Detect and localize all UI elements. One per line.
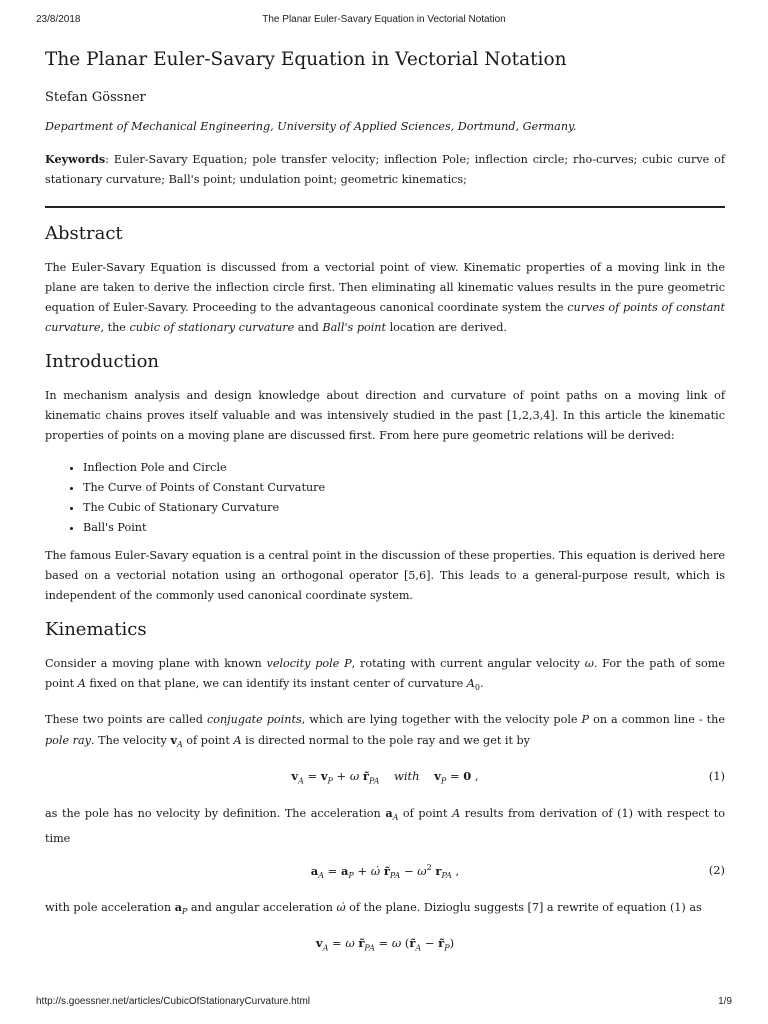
- introduction-heading: Introduction: [45, 351, 159, 372]
- equation-1-number: (1): [708, 769, 725, 784]
- equation-3: [45, 934, 725, 958]
- keywords-text: : Euler-Savary Equation; pole transfer velocity; inflection Pole; inflection circle; rho-curves; cubic curve of stationary curvature; Ball's point; undulation point; geometric kinematics;: [45, 153, 725, 186]
- kinematics-heading: Kinematics: [45, 619, 147, 640]
- source-url[interactable]: http://s.goessner.net/articles/CubicOfStationaryCurvature.html: [36, 996, 311, 1007]
- list-item: • The Curve of Points of Constant Curvature: [83, 478, 725, 498]
- page-number: 1/9: [718, 996, 732, 1007]
- list-item: • Ball's Point: [83, 518, 725, 538]
- kinematics-paragraph-1: Consider a moving plane with known velocity pole P, rotating with current angular velocity ω. For the path of some point A fixed on that plane, we can identify its instant center of curvature $A_0$.: [45, 657, 725, 693]
- kinematics-paragraph-2: These two points are called conjugate points, which are lying together with the velocity pole P on a common line - the pole ray. The velocity $v_A$ of point A is directed normal to the pole ray and we get it by: [45, 713, 725, 750]
- print-date: 23/8/2018: [36, 14, 81, 25]
- intro-paragraph-1: In mechanism analysis and design knowledge about direction and curvature of point paths on a moving link of kinematic chains proves itself valuable and was intensively studied in the past [1,2,3,4]. In this article the kinematic properties of points on a moving plane are discussed first. From here pure geometric relations will be derived:: [45, 389, 725, 442]
- equation-2: [45, 861, 725, 885]
- keywords-label: Keywords: [45, 152, 106, 166]
- intro-paragraph-2: The famous Euler-Savary equation is a central point in the discussion of these properties. This equation is derived here based on a vectorial notation using an orthogonal operator [5,6]. This leads to a general-purpose result, which is independent of the commonly used canonical coordinate system.: [45, 549, 725, 602]
- kinematics-paragraph-3: as the pole has no velocity by definition. The acceleration $a_A$ of point A results from derivation of (1) with respect to time: [45, 806, 725, 845]
- topic-list: [45, 458, 725, 538]
- affiliation: Department of Mechanical Engineering, University of Applied Sciences, Dortmund, Germany.: [45, 120, 577, 133]
- equation-1: [45, 767, 725, 791]
- equation-2-math: $a_A = a_P$ + ω̇ $r̃_{PA} - \omega^2$ $r_{PA}$ ,: [310, 862, 460, 880]
- abstract-paragraph: The Euler-Savary Equation is discussed from a vectorial point of view. Kinematic properties of a moving link in the plane are taken to derive the inflection circle first. Then eliminating all kinematic values results in the pure geometric equation of Euler-Savary. Proceeding to the advantageous canonical coordinate system the curves of points of constant curvature, the cubic of stationary curvature and Ball's point location are derived.: [45, 261, 725, 334]
- equation-2-number: (2): [708, 862, 725, 877]
- list-item: • The Cubic of Stationary Curvature: [83, 498, 725, 518]
- equation-1-math: $v_A = v_P + \omega$ $r̃_{PA}$ with $v_P = 0$ ,: [291, 769, 479, 786]
- keywords: [45, 149, 725, 190]
- article: [45, 46, 725, 970]
- print-title: The Planar Euler-Savary Equation in Vectorial Notation: [262, 14, 506, 25]
- kinematics-paragraph-4: with pole acceleration $a_P$ and angular acceleration ω̇ of the plane. Dizioglu suggests [7] a rewrite of equation (1) as: [45, 899, 702, 916]
- divider: [45, 206, 725, 208]
- list-item: • Inflection Pole and Circle: [83, 458, 725, 478]
- author: Stefan Gössner: [45, 90, 146, 105]
- abstract-heading: Abstract: [45, 223, 123, 244]
- article-title: The Planar Euler-Savary Equation in Vectorial Notation: [45, 49, 567, 70]
- equation-3-math: $v_A = \omega$ $r̃_{PA} = \omega$ ($r̃_A$ − $r̃_P$): [315, 935, 455, 953]
